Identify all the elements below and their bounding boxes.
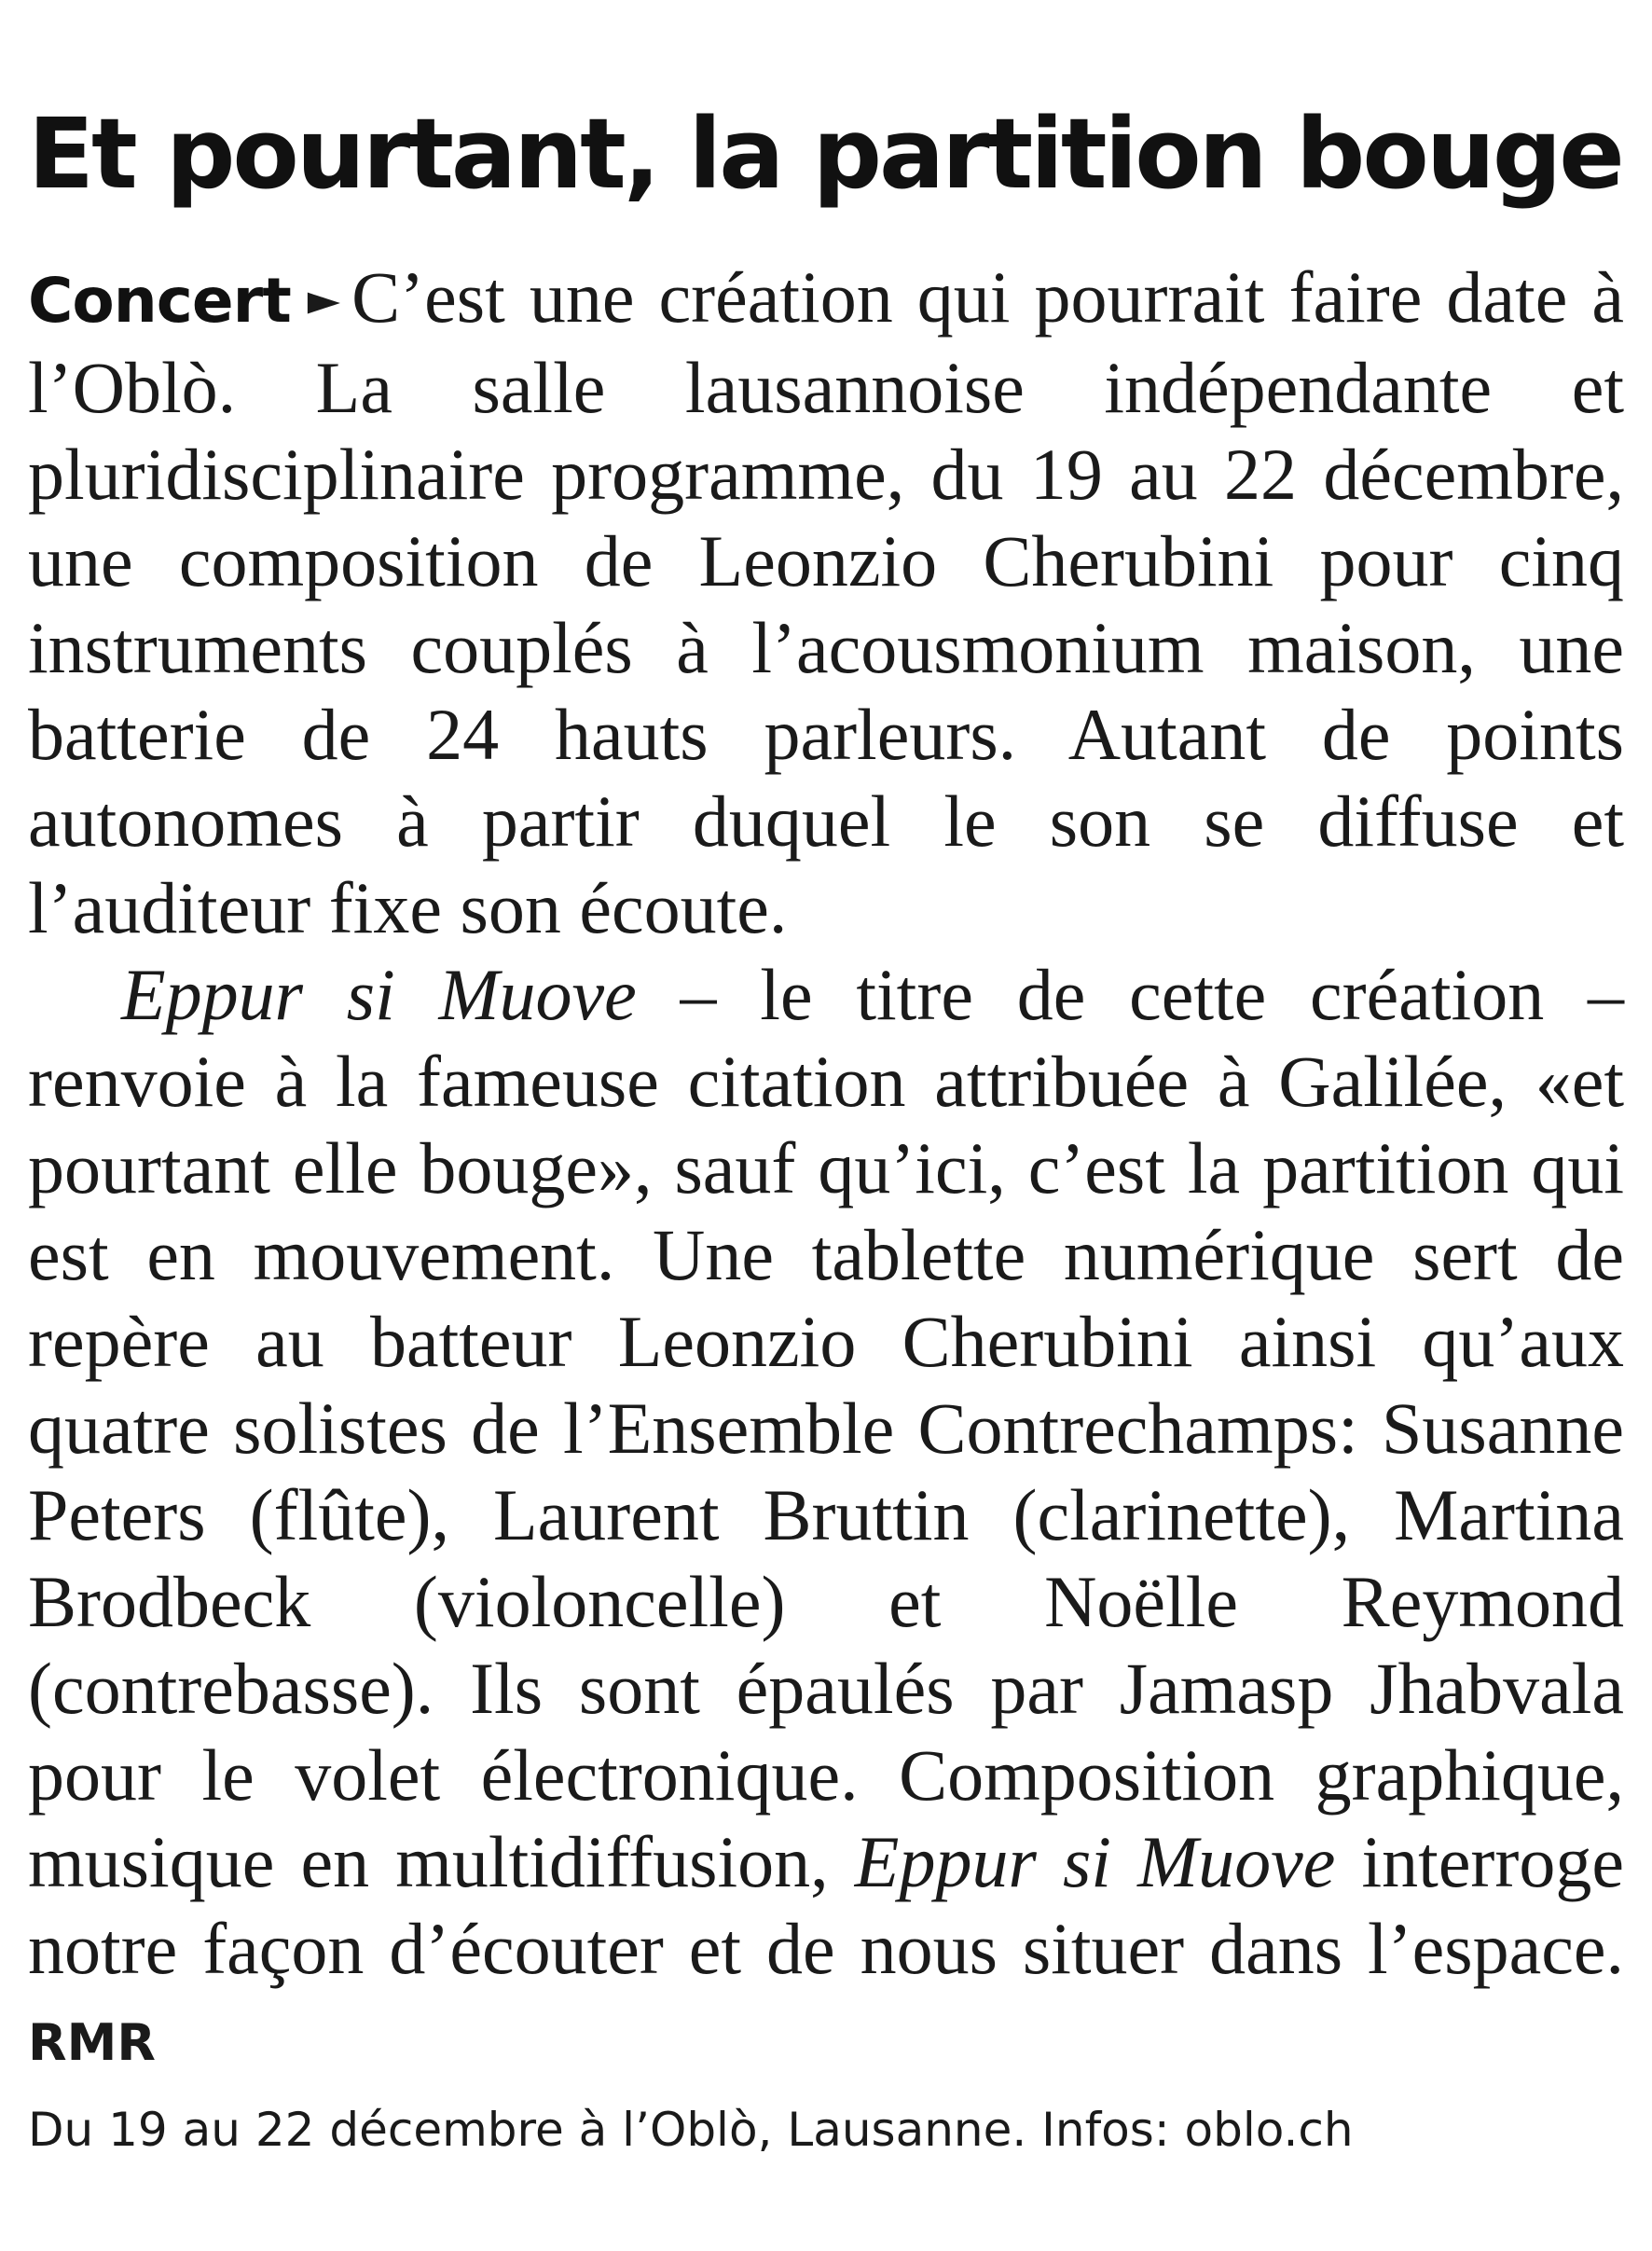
paragraph-2-text-a: – le titre de cette création – renvoie à la fameuse citation attribuée à Galilée, «et pourtant elle bouge», sauf qu’ici, c’est la partition qui est en mouvement. Une tablette numérique sert de repère au batteur Leonzio Cherubini ainsi qu’aux quatre solistes de l’Ensemble Contrechamps: Susanne Peters (flûte), Laurent Bruttin (clarinette), Martina Brodbeck (violoncelle) et Noëlle Reymond (contrebasse). Ils sont épaulés par Jamasp Jhabvala pour le volet électronique. Composition graphique, musique en multidiffusion, bbox=[28, 954, 1624, 1902]
work-title-repeat: Eppur si Muove bbox=[854, 1821, 1336, 1902]
article-body bbox=[28, 254, 1624, 2086]
triangle-arrow-icon: ► bbox=[307, 274, 341, 325]
event-info-line: Du 19 au 22 décembre à l’Oblò, Lausanne. Infos: oblo.ch bbox=[28, 2103, 1354, 2157]
author-signature: RMR bbox=[28, 2013, 156, 2072]
work-title: Eppur si Muove bbox=[121, 954, 637, 1035]
paragraph-1 bbox=[28, 254, 1624, 951]
paragraph-2 bbox=[28, 951, 1624, 2086]
kicker-label: Concert bbox=[28, 265, 291, 337]
article bbox=[28, 93, 1624, 2162]
paragraph-1-text: C’est une création qui pourrait faire date à l’Oblò. La salle lausannoise indépendante et pluridisciplinaire programme, du 19 au 22 décembre, une composition de Leonzio Cherubini pour cinq instruments couplés à l’acousmonium maison, une batterie de 24 hauts parleurs. Autant de points autonomes à partir duquel le son se diffuse et l’auditeur fixe son écoute. bbox=[28, 256, 1624, 948]
headline: Et pourtant, la partition bouge bbox=[28, 97, 1622, 211]
paragraph-2-text-b: interroge notre façon d’écouter et de nous situer dans l’espace. bbox=[28, 1821, 1625, 1989]
